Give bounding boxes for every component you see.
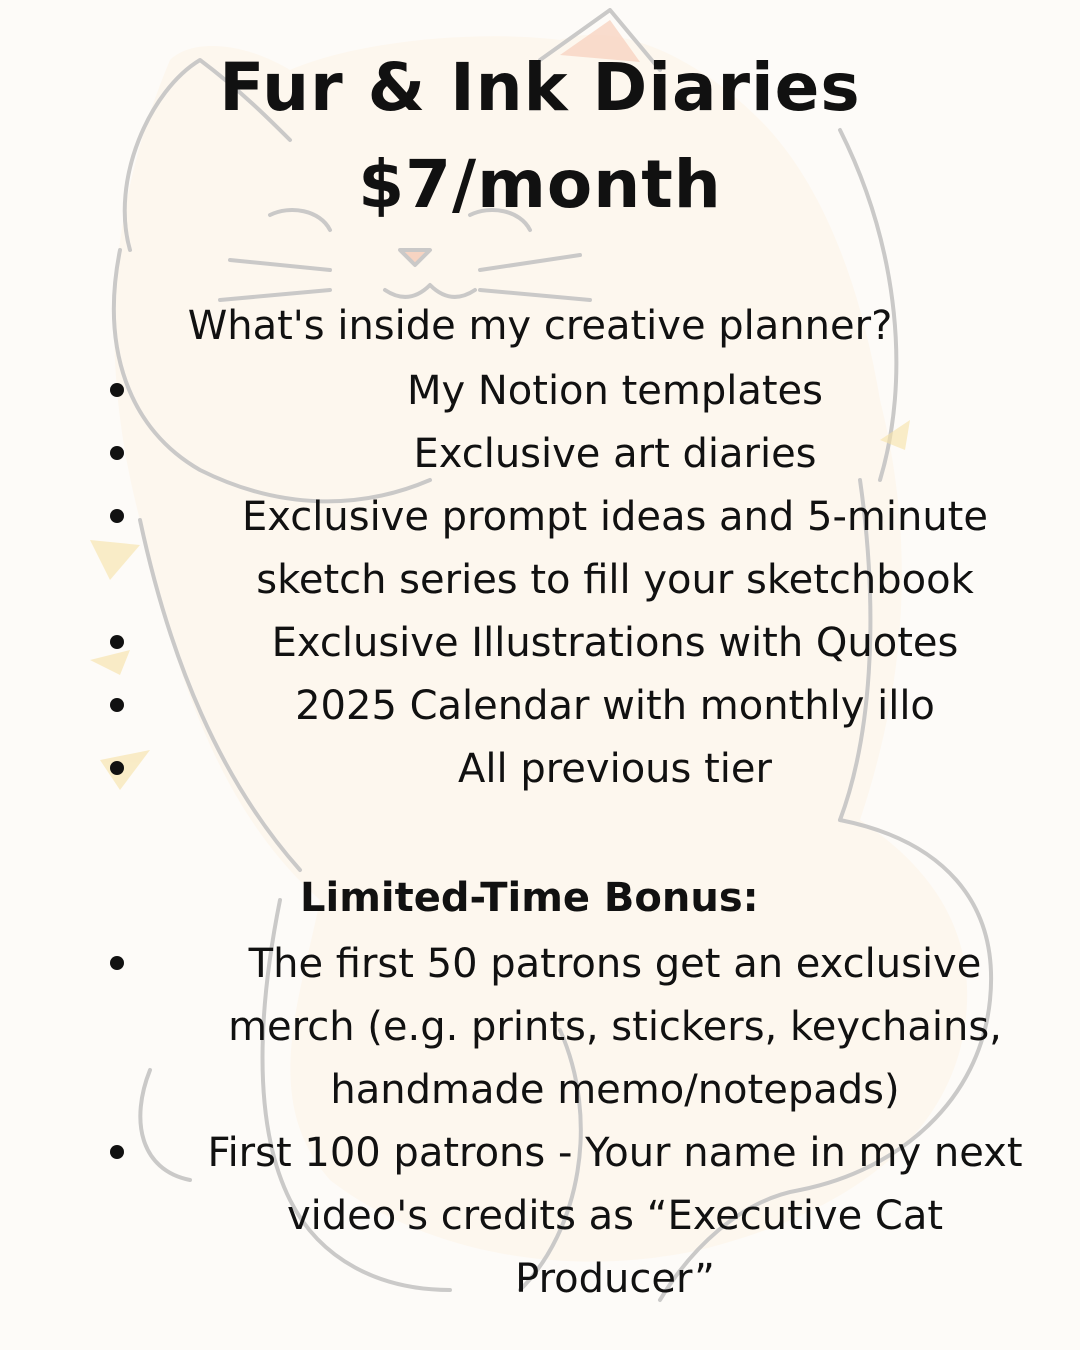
bonus-heading: Limited-Time Bonus: (300, 875, 759, 921)
bullet-icon (110, 1145, 124, 1159)
bullet-icon (110, 509, 124, 523)
list-item-text: The first 50 patrons get an exclusive merch (e.g. prints, stickers, keychains, handmade memo/notepads) (228, 941, 1002, 1113)
bullet-icon (110, 635, 124, 649)
list-item (0, 423, 1080, 486)
list-item (0, 360, 1080, 423)
page-title: Fur & Ink Diaries (219, 49, 861, 126)
intro-question: What's inside my creative planner? (187, 303, 893, 349)
list-item (0, 1122, 1080, 1311)
list-item-text: 2025 Calendar with monthly illo (295, 683, 935, 729)
bonus-list (0, 933, 1080, 1311)
list-item-text: Exclusive Illustrations with Quotes (271, 620, 959, 666)
list-item-text: Exclusive art diaries (413, 431, 817, 477)
list-item-text: All previous tier (458, 746, 772, 792)
list-item (0, 738, 1080, 801)
bullet-icon (110, 698, 124, 712)
list-item-text: My Notion templates (406, 368, 824, 414)
bullet-icon (110, 383, 124, 397)
bullet-icon (110, 446, 124, 460)
bullet-icon (110, 761, 124, 775)
inside-list (0, 360, 1080, 801)
list-item (0, 612, 1080, 675)
list-item (0, 675, 1080, 738)
list-item (0, 933, 1080, 1122)
list-item (0, 486, 1080, 612)
list-item-text: First 100 patrons - Your name in my next video's credits as “Executive Cat Producer” (207, 1130, 1023, 1302)
price-label: $7/month (358, 146, 722, 223)
bullet-icon (110, 956, 124, 970)
list-item-text: Exclusive prompt ideas and 5-minute sketch series to fill your sketchbook (242, 494, 988, 603)
